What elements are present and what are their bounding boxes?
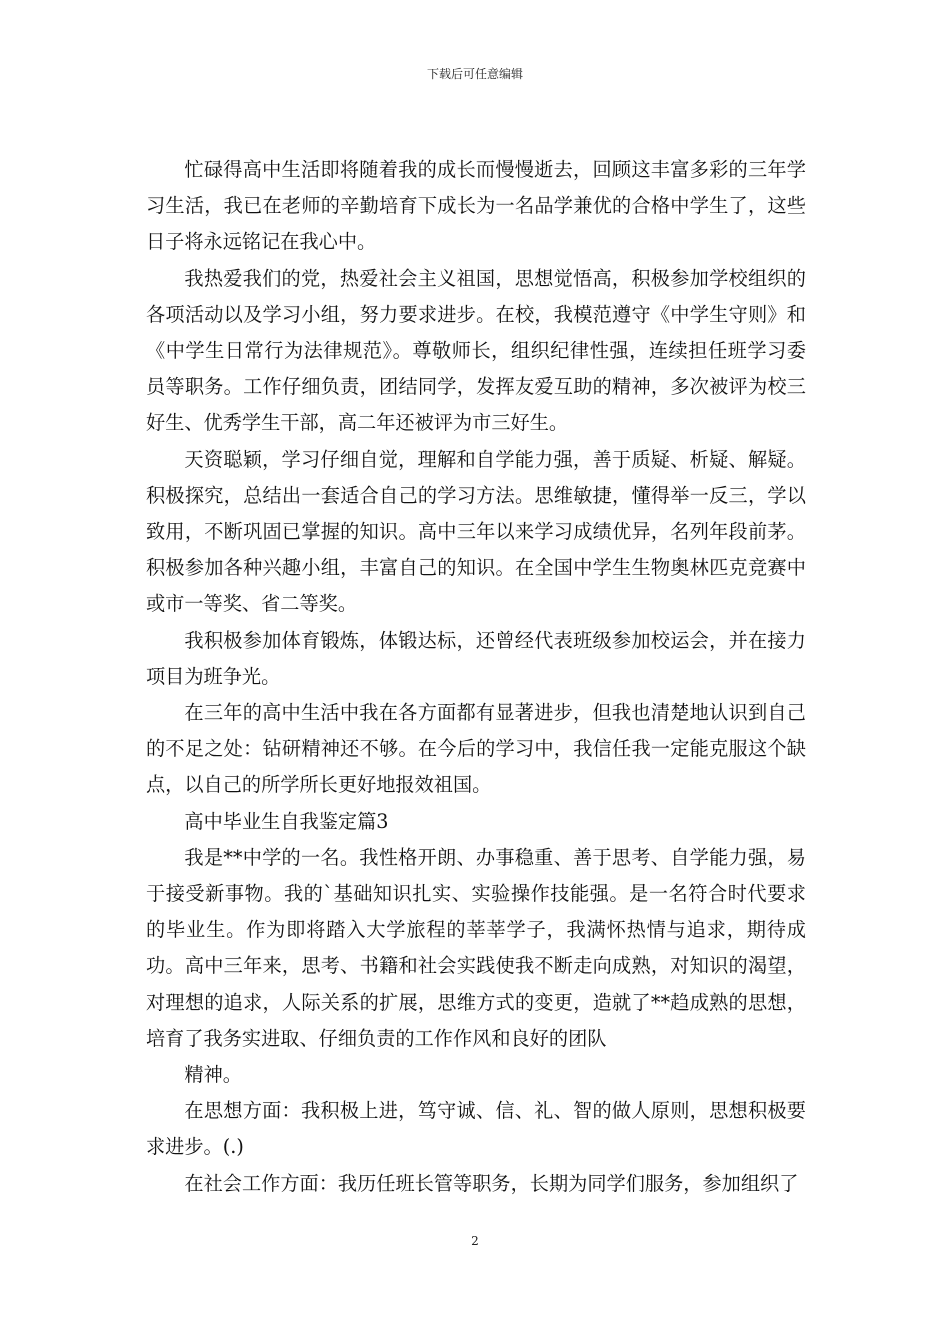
page-number: 2 [471,1234,479,1248]
document-body [146,152,806,1202]
paragraph: 天资聪颖，学习仔细自觉，理解和自学能力强，善于质疑、析疑、解疑。积极探究，总结出一套适合自己的学习方法。思维敏捷，懂得举一反三，学以致用，不断巩固已掌握的知识。高中三年以来学习成绩优异，名列年段前茅。积极参加各种兴趣小组，丰富自己的知识。在全国中学生生物奥林匹克竞赛中或市一等奖、省二等奖。 [146,447,806,616]
paragraph: 我积极参加体育锻炼，体锻达标，还曾经代表班级参加校运会，并在接力项目为班争光。 [146,628,806,688]
paragraph: 我热爱我们的党，热爱社会主义祖国，思想觉悟高，积极参加学校组织的各项活动以及学习小组，努力要求进步。在校，我模范遵守《中学生守则》和《中学生日常行为法律规范》。尊敬师长，组织纪律性强，连续担任班学习委员等职务。工作仔细负责，团结同学，发挥友爱互助的精神，多次被评为校三好生、优秀学生干部，高二年还被评为市三好生。 [146,266,806,435]
paragraph: 精神。 [184,1063,242,1087]
paragraph: 忙碌得高中生活即将随着我的成长而慢慢逝去，回顾这丰富多彩的三年学习生活，我已在老师的辛勤培育下成长为一名品学兼优的合格中学生了，这些日子将永远铭记在我心中。 [146,158,806,254]
page-header: 下载后可任意编辑 [426,67,523,81]
paragraph: 在社会工作方面：我历任班长管等职务，长期为同学们服务，参加组织了 [184,1171,799,1195]
paragraph: 我是**中学的一名。我性格开朗、办事稳重、善于思考、自学能力强，易于接受新事物。我的`基础知识扎实、实验操作技能强。是一名符合时代要求的毕业生。作为即将踏入大学旅程的莘莘学子，我满怀热情与追求，期待成功。高中三年来，思考、书籍和社会实践使我不断走向成熟，对知识的渴望，对理想的追求，人际关系的扩展，思维方式的变更，造就了**趋成熟的思想，培育了我务实进取、仔细负责的工作作风和良好的团队 [146,845,806,1050]
paragraph: 在思想方面：我积极上进，笃守诚、信、礼、智的做人原则，思想积极要求进步。(.) [146,1099,806,1159]
section-heading: 高中毕业生自我鉴定篇3 [184,809,389,833]
paragraph: 在三年的高中生活中我在各方面都有显著进步，但我也清楚地认识到自己的不足之处：钻研精神还不够。在今后的学习中，我信任我一定能克服这个缺点，以自己的所学所长更好地报效祖国。 [146,701,806,797]
